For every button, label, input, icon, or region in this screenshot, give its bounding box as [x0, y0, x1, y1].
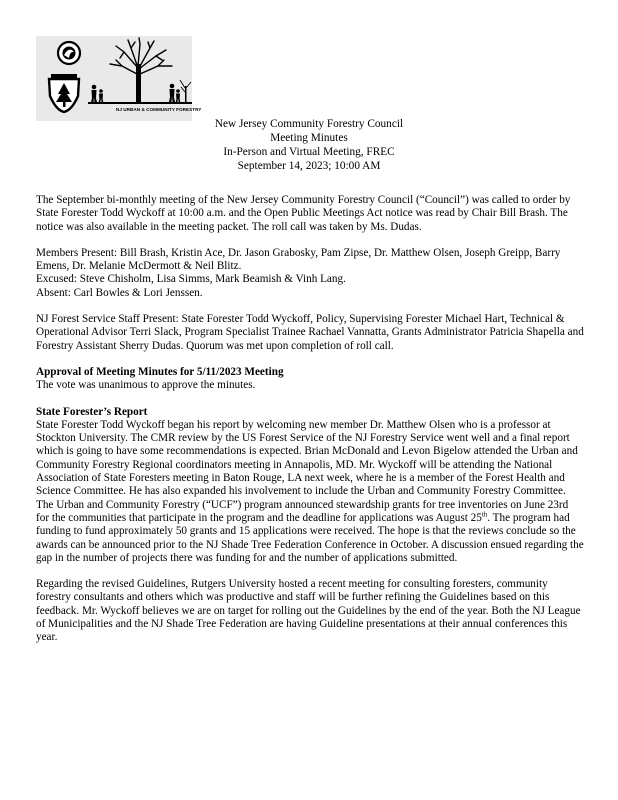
intro-paragraph: The September bi-monthly meeting of the New Jersey Community Forestry Council (“Council”) was called to order by State Forester Todd Wyckoff at 10:00 a.m. and the Open Public Meetings Act notice was read by Chair Bill Brash. The notice was also available in the meeting packet. The roll call was taken by Ms. Dudas.: [36, 194, 571, 233]
members-absent: Absent: Carl Bowles & Lori Jenssen.: [36, 286, 203, 299]
report-paragraph-1: [36, 419, 584, 565]
logo-caption: NJ URBAN & COMMUNITY FORESTRY: [116, 107, 202, 112]
report-heading: State Forester’s Report: [36, 405, 148, 418]
document-body: [36, 194, 584, 658]
organization-logo: [36, 36, 202, 121]
approval-heading: Approval of Meeting Minutes for 5/11/2023 Meeting: [36, 365, 284, 378]
report-paragraph-2: Regarding the revised Guidelines, Rutgers University hosted a recent meeting for consulting foresters, community forestry consultants and others which was productive and staff will be further refining the Guidelines based on this feedback. Mr. Wyckoff believes we are on target for rolling out the Guidelines by the end of the year. Both the NJ League of Municipalities and the NJ Shade Tree Federation are having Guideline presentations at their annual conferences this year.: [36, 578, 581, 644]
staff-present-paragraph: NJ Forest Service Staff Present: State Forester Todd Wyckoff, Policy, Supervising Forester Michael Hart, Technical & Operational Advisor Terri Slack, Program Specialist Trainee Rachael Vannatta, Grants Administrator Patricia Shapella and Forestry Assistant Sherry Dudas. Quorum was met upon completion of roll call.: [36, 313, 584, 352]
approval-text: The vote was unanimous to approve the minutes.: [36, 379, 256, 392]
council-name: New Jersey Community Forestry Council: [214, 118, 404, 130]
meeting-location: In-Person and Virtual Meeting, FREC: [223, 146, 395, 158]
document-header: [0, 117, 618, 173]
date-ordinal: th: [481, 510, 488, 519]
report-paragraph-1-start: State Forester Todd Wyckoff began his report by welcoming new member Dr. Matthew Olsen who is a professor at Stockton University. The CMR review by the US Forest Service of the NJ Forestry Service went well and a final report which is going to have some recommendations is expected. Brian McDonald and Levon Bigelow attended the Urban and Community Forestry Regional coordinators meeting in Annapolis, MD. Mr. Wyckoff will be attending the National Association of State Foresters meeting in Baton Rouge, LA next week, where he is a member of the Forest Health and Science Committee. He has also expanded his involvement to include the Urban and Community Forestry Committee. The Urban and Community Forestry (“UCF”) program announced stewardship grants for tree inventories on June 23rd for the communities that participate in the program and the deadline for applications was August 25: [36, 418, 578, 524]
report-paragraph-1-end: . The program had funding to fund approximately 50 grants and 15 applications were received. The hope is that the reviews conclude so the awards can be announced prior to the NJ Shade Tree Federation Conference in October. A discussion ensued regarding the gap in the number of projects there was funding for and the number of applications submitted.: [36, 511, 584, 564]
members-excused: Excused: Steve Chisholm, Lisa Simms, Mark Beamish & Vinh Lang.: [36, 273, 346, 286]
meeting-date: September 14, 2023; 10:00 AM: [237, 160, 381, 172]
members-present: Members Present: Bill Brash, Kristin Ace, Dr. Jason Grabosky, Pam Zipse, Dr. Matthew Olsen, Joseph Greipp, Barry Emens, Dr. Melanie McDermott & Neil Blitz.: [36, 246, 561, 273]
document-title: Meeting Minutes: [270, 132, 348, 144]
